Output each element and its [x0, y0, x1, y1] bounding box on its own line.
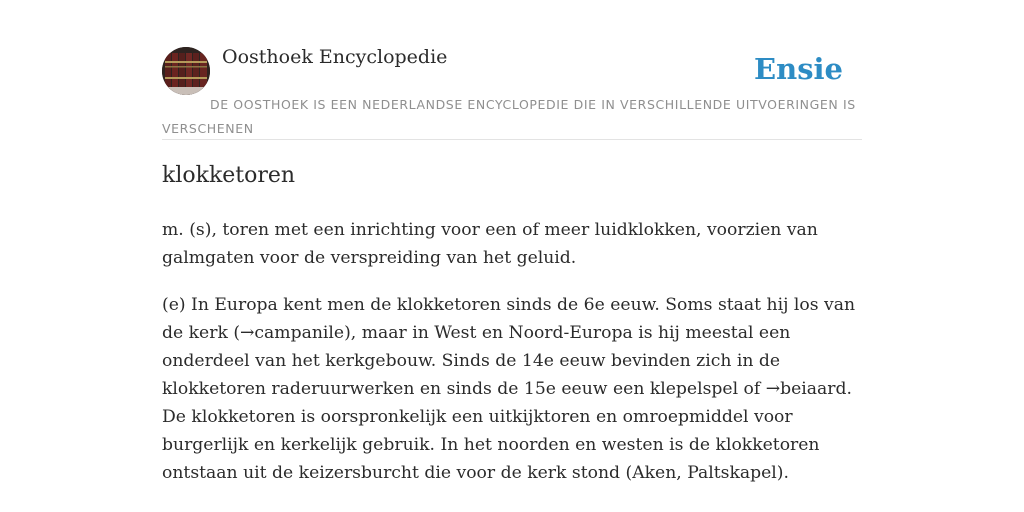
article-body [162, 216, 864, 506]
paragraph-text: (e) In Europa kent men de klokketoren sinds de 6e eeuw. Soms staat hij los van de kerk ( [162, 295, 856, 343]
header-divider [162, 139, 862, 140]
definition-paragraph: m. (s), toren met een inrichting voor een of meer luidklokken, voorzien van galmgaten voor de verspreiding van het geluid. [162, 220, 818, 268]
link-beiaard[interactable]: →beiaard [765, 379, 847, 399]
encyclopedia-paragraph [162, 291, 864, 487]
paragraph-text: ), maar in West en Noord-Europa is hij meestal een onderdeel van het kerkgebouw. Sinds de 14e eeuw bevinden zich in de klokketoren raderuurwerken en sinds de 15e eeuw een klepelspel of [162, 323, 791, 399]
ensie-logo-link[interactable]: Ensie [754, 52, 843, 86]
site-title[interactable]: Oosthoek Encyclopedie [222, 46, 448, 68]
link-campanile[interactable]: →campanile [240, 323, 345, 343]
site-tagline: DE OOSTHOEK IS EEN NEDERLANDSE ENCYCLOPEDIE DIE IN VERSCHILLENDE UITVOERINGEN IS VERSCHENEN [162, 97, 856, 136]
encyclopedia-books-icon[interactable] [162, 47, 210, 95]
article-headword: klokketoren [162, 163, 296, 188]
paragraph-text: . De klokketoren is oorspronkelijk een uitkijktoren en omroepmiddel voor burgerlijk en kerkelijk gebruik. In het noorden en westen is de klokketoren ontstaan uit de keizersburcht die voor de kerk stond (Aken, Paltskapel). [162, 379, 852, 483]
